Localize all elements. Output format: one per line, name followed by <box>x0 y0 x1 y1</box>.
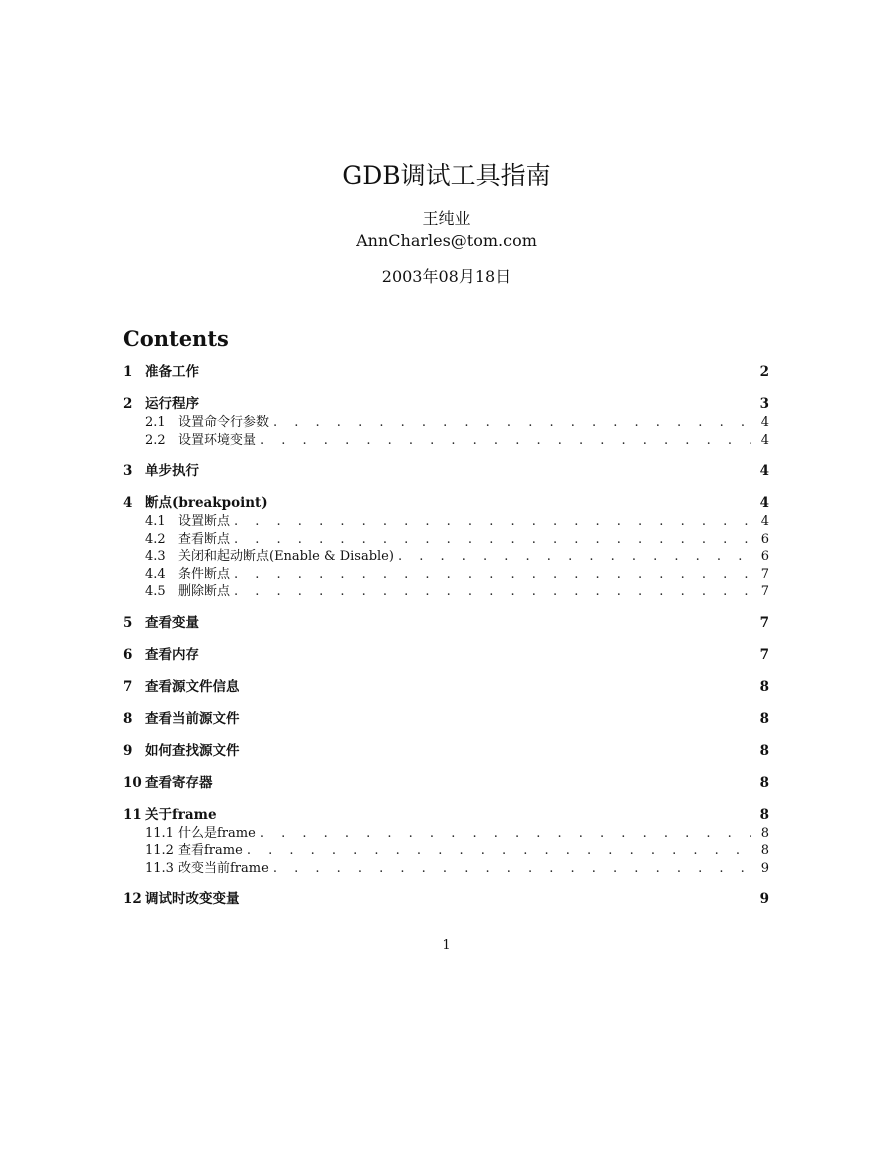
section-number: 1 <box>123 364 133 380</box>
dot-leader <box>273 414 751 432</box>
subsection-page: 7 <box>760 566 769 582</box>
document-title: GDB调试工具指南 <box>342 161 551 190</box>
toc-section-7 <box>123 677 769 697</box>
toc-section-6 <box>123 645 769 665</box>
toc-section-2 <box>123 394 769 449</box>
subsection-number: 2.2 <box>145 432 166 448</box>
section-title: 查看变量 <box>145 614 199 631</box>
dot-leader <box>234 566 751 584</box>
toc-section-9 <box>123 741 769 761</box>
document-date: 2003年08月18日 <box>381 267 512 286</box>
dot-leader <box>234 513 751 531</box>
toc-section-row[interactable] <box>123 645 769 665</box>
subsection-title: 什么是frame <box>178 825 256 841</box>
section-title: 断点(breakpoint) <box>145 495 268 511</box>
toc-subsection-row[interactable] <box>123 566 769 584</box>
toc-section-row[interactable] <box>123 773 769 793</box>
subsection-page: 6 <box>760 549 769 564</box>
toc-section-10 <box>123 773 769 793</box>
subsection-number: 4.5 <box>145 584 166 599</box>
section-page: 9 <box>759 891 769 907</box>
subsection-page: 8 <box>760 825 769 841</box>
section-page: 3 <box>759 396 769 412</box>
subsection-title: 设置环境变量 <box>178 432 257 448</box>
toc-subsection-row[interactable] <box>123 860 769 878</box>
subsection-number: 4.1 <box>145 514 166 529</box>
subsection-number: 11.1 <box>145 825 174 841</box>
subsection-title: 查看frame <box>178 843 243 858</box>
subsection-title: 改变当前frame <box>178 860 269 876</box>
toc-section-row[interactable] <box>123 613 769 633</box>
toc-subsection-row[interactable] <box>123 513 769 531</box>
section-number: 5 <box>123 614 133 631</box>
toc-subsection-row[interactable] <box>123 825 769 843</box>
table-of-contents <box>123 362 769 921</box>
dot-leader <box>260 432 751 450</box>
toc-section-row[interactable] <box>123 362 769 382</box>
subsection-page: 6 <box>760 531 769 547</box>
author-email: AnnCharles@tom.com <box>356 231 537 250</box>
subsection-page: 9 <box>760 860 769 876</box>
dot-leader <box>273 860 751 878</box>
section-title: 准备工作 <box>145 364 199 380</box>
toc-section-row[interactable] <box>123 889 769 909</box>
section-page: 2 <box>759 364 769 380</box>
subsection-title: 查看断点 <box>178 531 231 547</box>
section-number: 7 <box>123 678 133 695</box>
subsection-title: 条件断点 <box>178 566 231 582</box>
section-title: 单步执行 <box>145 463 199 479</box>
page-number: 1 <box>442 938 451 953</box>
toc-section-row[interactable] <box>123 805 769 825</box>
section-page: 8 <box>759 742 769 759</box>
section-title: 查看源文件信息 <box>145 678 240 695</box>
toc-subsection-row[interactable] <box>123 414 769 432</box>
subsection-page: 7 <box>760 584 769 599</box>
subsection-number: 4.4 <box>145 566 166 582</box>
subsection-page: 4 <box>760 514 769 529</box>
section-page: 4 <box>759 495 769 511</box>
subsection-number: 11.2 <box>145 843 174 858</box>
section-number: 6 <box>123 646 133 663</box>
section-page: 7 <box>759 646 769 663</box>
toc-subsection-row[interactable] <box>123 583 769 601</box>
toc-section-11 <box>123 805 769 878</box>
toc-subsection-row[interactable] <box>123 548 769 566</box>
section-number: 10 <box>123 774 142 791</box>
toc-section-1 <box>123 362 769 382</box>
section-number: 4 <box>123 495 133 511</box>
section-page: 7 <box>759 614 769 631</box>
toc-section-4 <box>123 493 769 601</box>
toc-section-row[interactable] <box>123 394 769 414</box>
author-name: 王纯业 <box>422 209 471 228</box>
subsection-title: 关闭和起动断点(Enable & Disable) <box>178 549 394 564</box>
toc-section-12 <box>123 889 769 909</box>
subsection-page: 4 <box>760 432 769 448</box>
toc-section-row[interactable] <box>123 709 769 729</box>
section-title: 运行程序 <box>145 396 199 412</box>
section-title: 查看寄存器 <box>145 774 213 791</box>
section-title: 关于frame <box>145 806 217 823</box>
dot-leader <box>398 548 751 566</box>
toc-section-row[interactable] <box>123 677 769 697</box>
section-page: 8 <box>759 806 769 823</box>
toc-section-8 <box>123 709 769 729</box>
dot-leader <box>234 583 751 601</box>
section-page: 4 <box>759 463 769 479</box>
contents-heading: Contents <box>123 326 229 351</box>
subsection-title: 删除断点 <box>178 584 231 599</box>
section-page: 8 <box>759 774 769 791</box>
dot-leader <box>247 842 751 860</box>
section-title: 调试时改变变量 <box>145 891 240 907</box>
toc-section-5 <box>123 613 769 633</box>
subsection-number: 4.2 <box>145 531 166 547</box>
section-title: 如何查找源文件 <box>145 742 240 759</box>
section-title: 查看当前源文件 <box>145 710 240 727</box>
section-number: 2 <box>123 396 133 412</box>
toc-section-row[interactable] <box>123 461 769 481</box>
toc-subsection-row[interactable] <box>123 432 769 450</box>
subsection-title: 设置断点 <box>178 514 231 529</box>
subsection-number: 11.3 <box>145 860 174 876</box>
subsection-page: 4 <box>760 415 769 430</box>
subsection-number: 4.3 <box>145 549 166 564</box>
dot-leader <box>260 825 751 843</box>
section-page: 8 <box>759 678 769 695</box>
section-page: 8 <box>759 710 769 727</box>
section-number: 8 <box>123 710 133 727</box>
section-number: 9 <box>123 742 133 759</box>
toc-subsection-row[interactable] <box>123 842 769 860</box>
toc-subsection-row[interactable] <box>123 531 769 549</box>
section-number: 11 <box>123 806 142 823</box>
section-number: 3 <box>123 463 133 479</box>
subsection-title: 设置命令行参数 <box>178 415 270 430</box>
toc-section-row[interactable] <box>123 493 769 513</box>
toc-section-row[interactable] <box>123 741 769 761</box>
dot-leader <box>234 531 751 549</box>
section-title: 查看内存 <box>145 646 199 663</box>
section-number: 12 <box>123 891 142 907</box>
subsection-page: 8 <box>760 843 769 858</box>
toc-section-3 <box>123 461 769 481</box>
subsection-number: 2.1 <box>145 415 166 430</box>
